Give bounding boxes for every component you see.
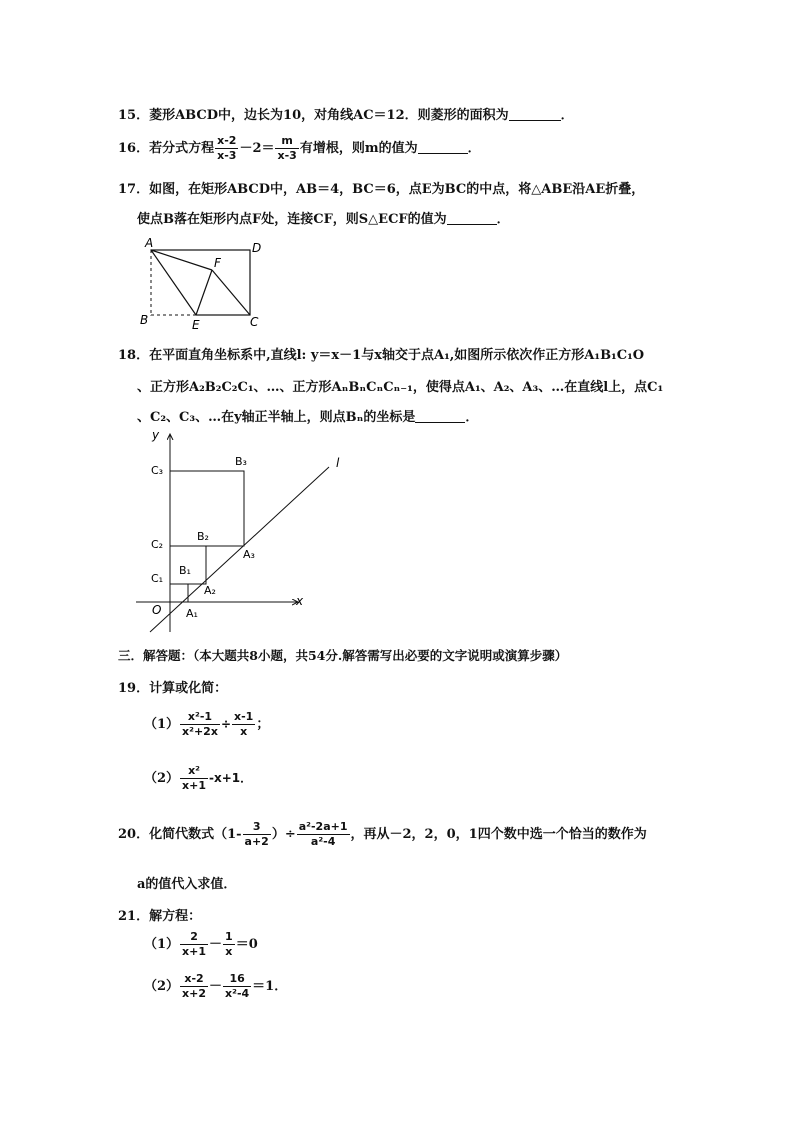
question-text: 解方程： <box>149 909 202 924</box>
question-number: 19． <box>118 681 150 696</box>
question-16 <box>118 134 481 163</box>
numerator: a²-2a+1 <box>298 820 348 833</box>
question-number: 20． <box>118 827 150 842</box>
fraction <box>215 134 238 163</box>
question-text: ，再从－2，2，0，1四个数中选一个恰当的数作为 <box>350 827 647 842</box>
fraction <box>243 820 271 849</box>
fraction <box>232 710 255 739</box>
question-18-line-2 <box>137 376 663 395</box>
part-label: （2） <box>144 979 180 994</box>
answer-blank[interactable] <box>509 108 561 121</box>
fraction <box>180 972 208 1001</box>
label-x: x <box>296 594 304 608</box>
part-label: （2） <box>144 771 180 786</box>
rectangle-abcd <box>151 250 250 315</box>
question-number: 17． <box>118 182 150 197</box>
question-text: －2＝ <box>239 141 275 156</box>
denominator: x-3 <box>217 149 237 162</box>
part-end: ＝1． <box>252 979 288 994</box>
question-20 <box>118 820 647 849</box>
figure-squares-on-line <box>130 424 340 636</box>
numerator: x-2 <box>180 972 208 987</box>
segment-af <box>151 250 212 270</box>
label-y: y <box>152 428 160 442</box>
numerator: 3 <box>243 820 271 835</box>
section-heading: 三．解答题：（本大题共8小题，共54分.解答需写出必要的文字说明或演算步骤） <box>118 648 568 663</box>
question-text: 化简代数式（1- <box>149 827 242 842</box>
label-l: l <box>336 456 340 470</box>
denominator: x+1 <box>182 779 207 792</box>
question-text: 菱形ABCD中，边长为10，对角线AC＝12．则菱形的面积为 <box>149 108 509 123</box>
label-a2: A₂ <box>204 584 216 597</box>
question-21-part-1 <box>144 930 258 959</box>
numerator: x²-1 <box>180 710 220 725</box>
denominator: a²-4 <box>310 835 336 848</box>
part-label: （1） <box>144 937 180 952</box>
question-text: ）÷ <box>271 827 296 842</box>
segment-ae <box>151 250 196 315</box>
answer-blank[interactable] <box>447 212 497 225</box>
question-text: 、C₂、C₃、…在y轴正半轴上，则点Bₙ的坐标是 <box>137 410 416 425</box>
question-17-line-2 <box>137 208 510 227</box>
label-a: A <box>145 236 154 250</box>
question-19-part-2 <box>144 764 252 793</box>
fraction <box>297 820 350 849</box>
question-number: 16． <box>118 141 150 156</box>
label-b: B <box>140 313 149 327</box>
answer-blank[interactable] <box>415 410 465 423</box>
question-end: ． <box>560 108 574 123</box>
question-text: 、正方形A₂B₂C₂C₁、…、正方形AₙBₙCₙCₙ₋₁，使得点A₁、A₂、A₃、…在直线l上，点C₁ <box>137 380 664 395</box>
question-text: 在平面直角坐标系中,直线l: y＝x－1与x轴交于点A₁,如图所示依次作正方形A₁B₁C₁O <box>149 348 645 363</box>
question-end: ． <box>465 410 479 425</box>
question-number: 21． <box>118 909 150 924</box>
segment-fc <box>212 270 250 315</box>
label-b3: B₃ <box>235 455 247 468</box>
label-f: F <box>214 256 221 270</box>
fraction <box>275 134 298 163</box>
question-number: 18． <box>118 348 150 363</box>
denominator: x+2 <box>182 987 207 1000</box>
part-end: ； <box>256 717 270 732</box>
label-e: E <box>192 318 200 332</box>
question-17-line-1 <box>118 178 644 197</box>
denominator: x <box>240 725 248 738</box>
numerator: 16 <box>223 972 251 987</box>
numerator: m <box>275 134 298 149</box>
denominator: x+1 <box>182 945 207 958</box>
answer-blank[interactable] <box>418 141 468 154</box>
question-text: 如图，在矩形ABCD中，AB＝4，BC＝6，点E为BC的中点，将△ABE沿AE折叠， <box>149 182 645 197</box>
question-19-part-1 <box>144 710 269 739</box>
question-text: 有增根，则m的值为 <box>299 141 418 156</box>
label-o: O <box>152 603 162 617</box>
question-number: 15． <box>118 108 150 123</box>
numerator: x-1 <box>234 710 254 723</box>
fraction <box>180 764 208 793</box>
expression-rest: -x+1． <box>209 771 253 785</box>
fraction <box>223 972 251 1001</box>
question-end: ． <box>467 141 481 156</box>
question-21 <box>118 905 201 924</box>
label-d: D <box>252 241 262 255</box>
numerator: x² <box>180 764 208 779</box>
denominator: x²+2x <box>182 725 218 738</box>
operator: － <box>209 937 223 952</box>
label-c1: C₁ <box>151 572 164 585</box>
denominator: x <box>225 945 233 958</box>
question-end: ． <box>496 212 510 227</box>
label-a3: A₃ <box>243 548 255 561</box>
denominator: x²-4 <box>225 987 250 1000</box>
label-c2: C₂ <box>151 538 164 551</box>
part-end: ＝0 <box>235 937 258 952</box>
operator: － <box>209 979 223 994</box>
segment-ef <box>196 270 212 315</box>
denominator: a+2 <box>244 835 269 848</box>
label-a1: A₁ <box>186 607 198 620</box>
question-19 <box>118 677 227 696</box>
label-b1: B₁ <box>179 564 191 577</box>
numerator: 2 <box>180 930 208 945</box>
question-text: 计算或化简： <box>149 681 228 696</box>
label-b2: B₂ <box>197 530 209 543</box>
question-18-line-3 <box>137 406 478 425</box>
question-20-line-2: a的值代入求值． <box>137 877 237 892</box>
fraction <box>180 930 208 959</box>
question-15 <box>118 104 574 123</box>
fraction <box>223 930 235 959</box>
label-c: C <box>250 315 259 329</box>
part-label: （1） <box>144 717 180 732</box>
question-text: 若分式方程 <box>149 141 215 156</box>
question-18-line-1 <box>118 344 644 363</box>
label-c3: C₃ <box>151 464 164 477</box>
question-21-part-2 <box>144 972 287 1001</box>
figure-rectangle-fold <box>130 232 280 332</box>
numerator: 1 <box>225 930 233 943</box>
operator: ÷ <box>220 717 231 731</box>
denominator: x-3 <box>277 149 297 162</box>
fraction <box>180 710 220 739</box>
question-text: 使点B落在矩形内点F处，连接CF，则S△ECF的值为 <box>137 212 447 227</box>
numerator: x-2 <box>217 134 237 147</box>
